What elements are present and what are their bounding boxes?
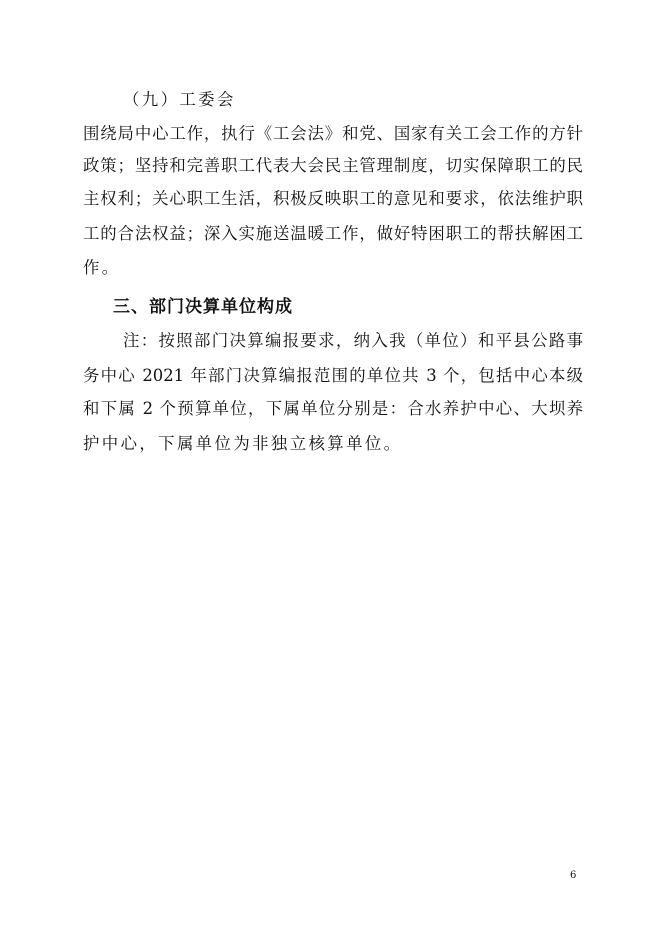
paragraph-line: 主权利；关心职工生活，积极反映职工的意见和要求，依法维护职 [83, 189, 583, 208]
section-heading: 三、部门决算单位构成 [113, 297, 293, 317]
paragraph-line: 围绕局中心工作，执行《工会法》和党、国家有关工会工作的方针 [83, 124, 583, 143]
note-line: 注：按照部门决算编报要求，纳入我（单位）和平县公路事 [123, 331, 583, 350]
note-line: 务中心 2021 年部门决算编报范围的单位共 3 个，包括中心本级 [83, 366, 583, 385]
paragraph-line: 政策；坚持和完善职工代表大会民主管理制度，切实保障职工的民 [83, 156, 583, 175]
note-line: 和下属 2 个预算单位，下属单位分别是：合水养护中心、大坝养 [83, 399, 583, 418]
paragraph-line: 工的合法权益；深入实施送温暖工作，做好特困职工的帮扶解困工 [83, 224, 583, 243]
page-number: 6 [570, 870, 577, 881]
note-line: 护中心，下属单位为非独立核算单位。 [83, 434, 403, 453]
paragraph-line: 作。 [83, 258, 121, 277]
subsection-heading: （九）工委会 [123, 90, 236, 109]
